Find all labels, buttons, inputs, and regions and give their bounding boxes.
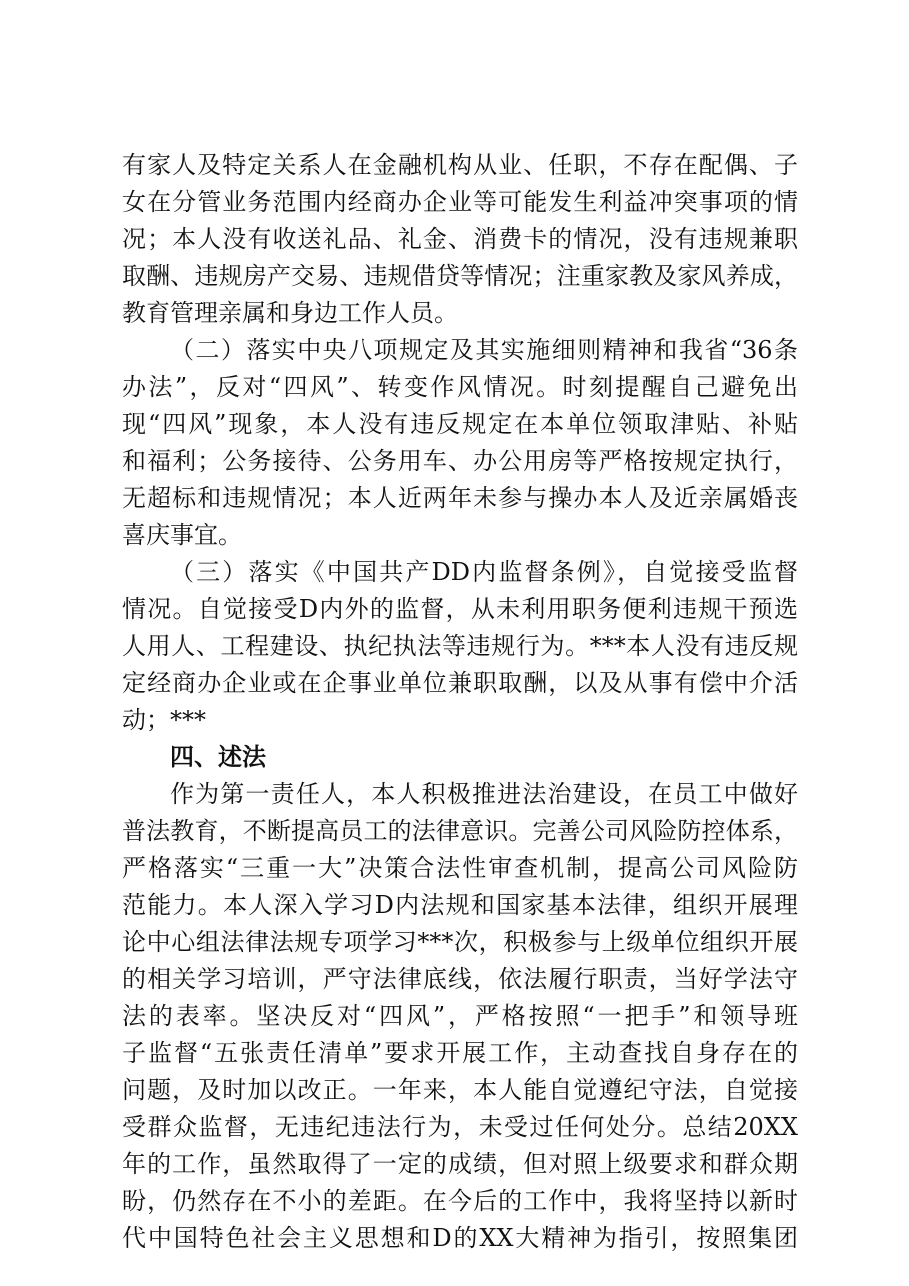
body-text-line: 问题，及时加以改正。一年来，本人能自觉遵纪守法，自觉接 bbox=[122, 1076, 798, 1104]
body-text-line: 和福利；公务接待、公务用车、办公用房等严格按规定执行， bbox=[122, 447, 798, 475]
body-text-line: 喜庆事宜。 bbox=[122, 521, 242, 549]
body-text-line: 人用人、工程建设、执纪执法等违规行为。***本人没有违反规 bbox=[122, 632, 798, 660]
body-text-line: 年的工作，虽然取得了一定的成绩，但对照上级要求和群众期 bbox=[122, 1150, 798, 1178]
body-text-line: 况；本人没有收送礼品、礼金、消费卡的情况，没有违规兼职 bbox=[122, 225, 798, 253]
body-text-line: 子监督“五张责任清单”要求开展工作，主动查找自身存在的 bbox=[122, 1039, 798, 1067]
body-text-line: 范能力。本人深入学习D内法规和国家基本法律，组织开展理 bbox=[122, 891, 798, 919]
body-text-line: 受群众监督，无违纪违法行为，未受过任何处分。总结20XX bbox=[122, 1113, 798, 1141]
body-text-line: 普法教育，不断提高员工的法律意识。完善公司风险防控体系， bbox=[122, 817, 798, 845]
body-text-line: 代中国特色社会主义思想和D的XX大精神为指引，按照集团 bbox=[122, 1224, 798, 1252]
body-text-line: 严格落实“三重一大”决策合法性审查机制，提高公司风险防 bbox=[122, 854, 798, 882]
body-text-line: 盼，仍然存在不小的差距。在今后的工作中，我将坚持以新时 bbox=[122, 1187, 798, 1215]
body-text-line: 法的表率。坚决反对“四风”，严格按照“一把手”和领导班 bbox=[122, 1002, 798, 1030]
body-text-line: 论中心组法律法规专项学习***次，积极参与上级单位组织开展 bbox=[122, 928, 798, 956]
body-text-line: 的相关学习培训，严守法律底线，依法履行职责，当好学法守 bbox=[122, 965, 798, 993]
body-text-line: 女在分管业务范围内经商办企业等可能发生利益冲突事项的情 bbox=[122, 188, 798, 216]
section-item-2-start: （二）落实中央八项规定及其实施细则精神和我省“36条 bbox=[170, 336, 798, 364]
body-text-line: 无超标和违规情况；本人近两年未参与操办本人及近亲属婚丧 bbox=[122, 484, 798, 512]
section-heading-4: 四、述法 bbox=[170, 743, 266, 771]
body-text-line: 情况。自觉接受D内外的监督，从未利用职务便利违规干预选 bbox=[122, 595, 798, 623]
section-item-3-start: （三）落实《中国共产DD内监督条例》，自觉接受监督 bbox=[170, 558, 798, 586]
body-text-line: 办法”，反对“四风”、转变作风情况。时刻提醒自己避免出 bbox=[122, 373, 798, 401]
body-text-line: 现“四风”现象，本人没有违反规定在本单位领取津贴、补贴 bbox=[122, 410, 798, 438]
body-text-line: 取酬、违规房产交易、违规借贷等情况；注重家教及家风养成， bbox=[122, 262, 798, 290]
body-text-line: 教育管理亲属和身边工作人员。 bbox=[122, 299, 458, 327]
body-text-line: 定经商办企业或在企事业单位兼职取酬，以及从事有偿中介活 bbox=[122, 669, 798, 697]
body-text-line: 有家人及特定关系人在金融机构从业、任职，不存在配偶、子 bbox=[122, 151, 798, 179]
paragraph-start: 作为第一责任人，本人积极推进法治建设，在员工中做好 bbox=[170, 780, 798, 808]
body-text-line: 动；*** bbox=[122, 706, 206, 734]
